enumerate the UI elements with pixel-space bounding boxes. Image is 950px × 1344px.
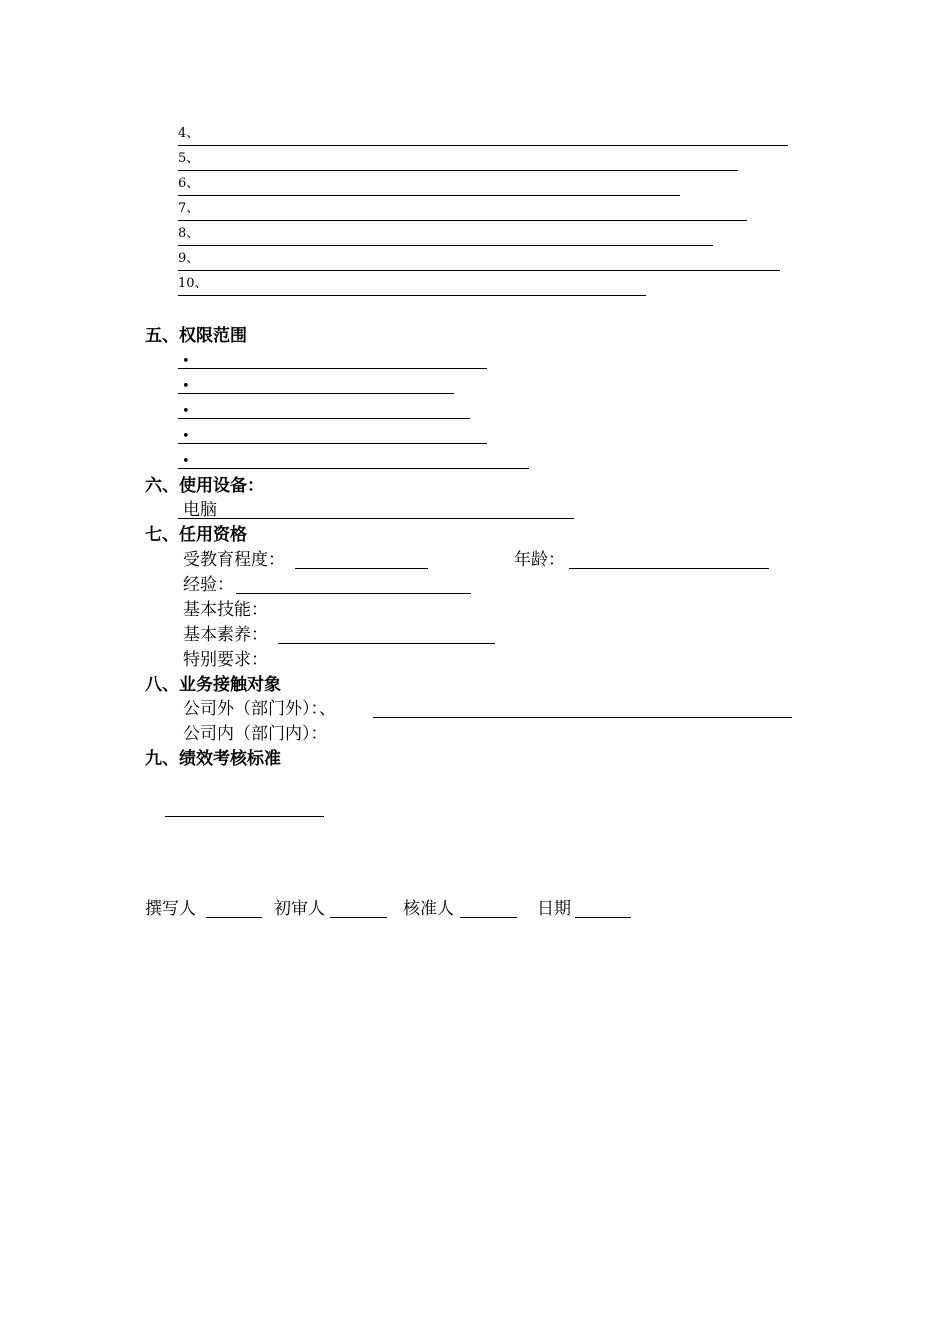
education-label: 受教育程度： <box>183 550 285 570</box>
numbered-line-10 <box>178 275 646 296</box>
age-label: 年龄： <box>514 550 565 570</box>
education-blank <box>295 568 428 569</box>
numbered-line-7 <box>178 200 747 221</box>
bullet-icon: • <box>182 379 190 394</box>
approver-blank <box>460 917 517 918</box>
date-blank <box>575 917 631 918</box>
item-number: 7、 <box>178 201 200 216</box>
equipment-value: 电脑 <box>183 500 217 520</box>
item-number: 9、 <box>178 251 200 266</box>
bullet-line <box>178 350 487 369</box>
date-label: 日期 <box>537 899 571 919</box>
item-number: 10、 <box>178 276 208 291</box>
bullet-line <box>178 400 470 419</box>
age-blank <box>569 568 769 569</box>
section-title-qualifications: 七、任用资格 <box>145 525 247 545</box>
bullet-line <box>178 450 529 469</box>
section-title-performance: 九、绩效考核标准 <box>145 749 281 769</box>
item-number: 8、 <box>178 226 200 241</box>
section-title-contacts: 八、业务接触对象 <box>145 675 281 695</box>
external-label: 公司外（部门外）：、 <box>183 699 336 719</box>
numbered-line-8 <box>178 225 713 246</box>
numbered-line-9 <box>178 250 780 271</box>
special-label: 特别要求： <box>183 650 268 670</box>
numbered-line-4 <box>178 125 788 146</box>
experience-label: 经验： <box>183 575 234 595</box>
bullet-line <box>178 425 487 444</box>
item-number: 6、 <box>178 176 200 191</box>
writer-blank <box>206 917 262 918</box>
bullet-icon: • <box>182 429 190 444</box>
bullet-icon: • <box>182 354 190 369</box>
experience-blank <box>236 593 471 594</box>
quality-label: 基本素养： <box>183 625 268 645</box>
section-title-authority: 五、权限范围 <box>145 326 247 346</box>
bullet-icon: • <box>182 454 190 469</box>
reviewer-blank <box>330 917 387 918</box>
skills-label: 基本技能： <box>183 600 268 620</box>
item-number: 5、 <box>178 151 200 166</box>
numbered-line-5 <box>178 150 738 171</box>
equipment-underline <box>178 518 574 519</box>
approver-label: 核准人 <box>403 899 454 919</box>
section-title-equipment: 六、使用设备： <box>145 476 264 496</box>
bullet-line <box>178 375 454 394</box>
numbered-line-6 <box>178 175 680 196</box>
writer-label: 撰写人 <box>145 899 196 919</box>
quality-blank <box>278 643 495 644</box>
internal-label: 公司内（部门内）： <box>183 724 328 744</box>
item-number: 4、 <box>178 126 200 141</box>
external-blank <box>373 717 792 718</box>
performance-blank <box>165 816 324 817</box>
reviewer-label: 初审人 <box>274 899 325 919</box>
bullet-icon: • <box>182 404 190 419</box>
